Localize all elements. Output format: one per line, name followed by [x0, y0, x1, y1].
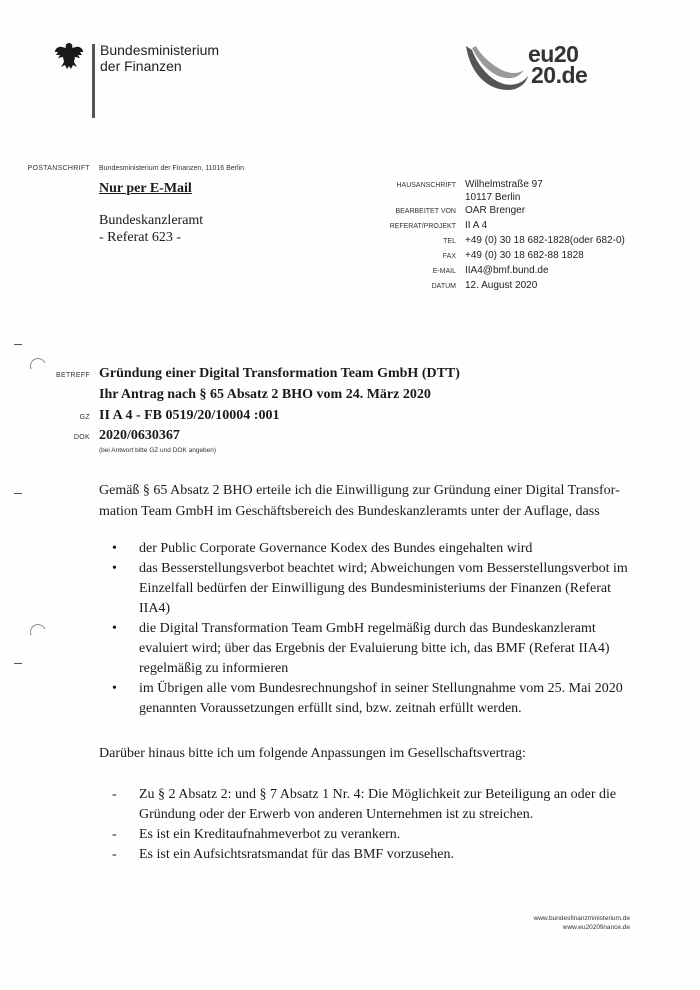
tel-label: TEL	[443, 238, 456, 245]
recipient-line-2: - Referat 623 -	[99, 230, 182, 245]
footer-url-2: www.eu2020finance.de	[562, 924, 630, 931]
tel-value: +49 (0) 30 18 682-1828(oder 682-0)	[465, 235, 625, 246]
recipient-line-1: Bundeskanzleramt	[99, 213, 204, 228]
hausanschrift-street: Wilhelmstraße 97	[465, 179, 543, 190]
fold-mark	[14, 663, 22, 664]
datum-value: 12. August 2020	[465, 280, 538, 291]
condition-text: der Public Corporate Governance Kodex des Bundes eingehalten wird	[139, 541, 533, 556]
adjustment-text: Zu § 2 Absatz 2: und § 7 Absatz 1 Nr. 4: Die Möglichkeit zur Beteiligung an oder die Gründung oder der Erwerb von anderen Unternehmen ist zu streichen.	[139, 787, 617, 822]
betreff-line-2: Ihr Antrag nach § 65 Absatz 2 BHO vom 24. März 2020	[99, 387, 431, 402]
ministry-line-1: Bundesministerium	[100, 42, 220, 58]
adjustments-list	[112, 785, 637, 865]
hausanschrift-city: 10117 Berlin	[465, 192, 521, 203]
intro-line-2: mation Team GmbH im Geschäftsbereich des Bundeskanzleramts unter der Auflage, dass	[99, 504, 600, 519]
delivery-note: Nur per E-Mail	[99, 181, 192, 196]
fold-mark	[14, 493, 22, 494]
adjustments-intro: Darüber hinaus bitte ich um folgende Anpassungen im Gesellschaftsvertrag:	[99, 746, 526, 761]
list-item	[112, 619, 637, 679]
info-labels	[340, 178, 456, 294]
hausanschrift-label: HAUSANSCHRIFT	[396, 182, 456, 189]
spacer	[340, 193, 456, 204]
eu2020-line-1: eu20	[528, 41, 579, 67]
referat-value: II A 4	[465, 220, 488, 231]
eu2020-logo-swoosh-icon	[462, 40, 532, 96]
list-item	[112, 785, 637, 825]
bullet-glyph: •	[112, 681, 117, 696]
dok-label: DOK	[73, 434, 90, 441]
recipient-address	[99, 212, 203, 246]
info-values	[465, 177, 625, 293]
gz-label: GZ	[79, 414, 90, 421]
fax-value: +49 (0) 30 18 682-88 1828	[465, 250, 584, 261]
list-item	[112, 539, 637, 559]
list-item	[112, 559, 637, 619]
intro-line-1: Gemäß § 65 Absatz 2 BHO erteile ich die Einwilligung zur Gründung einer Digital Transfor-	[99, 483, 620, 498]
dok-value: 2020/0630367	[99, 428, 180, 443]
adjustment-text: Es ist ein Kreditaufnahmeverbot zu verankern.	[139, 827, 401, 842]
referat-label: REFERAT/PROJEKT	[389, 223, 456, 230]
federal-eagle-icon	[52, 40, 86, 74]
adjustment-text: Es ist ein Aufsichtsratsmandat für das BMF vorzusehen.	[139, 847, 454, 862]
dash-glyph: -	[112, 787, 117, 802]
bearbeitet-value: OAR Brenger	[465, 205, 526, 216]
dash-glyph: -	[112, 847, 117, 862]
email-label: E-MAIL	[432, 268, 456, 275]
intro-paragraph	[99, 480, 634, 522]
email-value: IIA4@bmf.bund.de	[465, 265, 549, 276]
gz-value: II A 4 - FB 0519/20/10004 :001	[99, 408, 280, 423]
list-item	[112, 825, 637, 845]
bearbeitet-label: BEARBEITET VON	[395, 208, 456, 215]
bullet-glyph: •	[112, 621, 117, 636]
list-item	[112, 679, 637, 719]
letterhead-divider	[92, 44, 95, 118]
eu2020-line-2: 20.de	[531, 62, 588, 88]
ministry-line-2: der Finanzen	[100, 58, 182, 74]
postanschrift-text: Bundesministerium der Finanzen, 11016 Berlin	[99, 165, 245, 172]
datum-label: DATUM	[431, 283, 456, 290]
condition-text: die Digital Transformation Team GmbH regelmäßig durch das Bundeskanzleramt evaluiert wird; über das Ergebnis der Evaluierung bitte ich, das BMF (Referat IIA4) regelmäßig zu informieren	[139, 621, 610, 676]
reference-hint: (bei Antwort bitte GZ und DOK angeben)	[99, 447, 217, 454]
bullet-glyph: •	[112, 561, 117, 576]
betreff-line-1: Gründung einer Digital Transformation Team GmbH (DTT)	[99, 366, 460, 381]
dash-glyph: -	[112, 827, 117, 842]
condition-text: das Besserstellungsverbot beachtet wird; Abweichungen vom Besserstellungsverbot im Einzelfall bedürfen der Einwilligung des Bundesministeriums der Finanzen (Referat IIA4)	[139, 561, 628, 616]
betreff-label: BETREFF	[56, 372, 90, 379]
footer-links	[480, 914, 630, 932]
eu2020-logo-text	[528, 41, 588, 88]
punch-hole-mark	[28, 622, 49, 643]
postanschrift-label: POSTANSCHRIFT	[27, 165, 90, 172]
bullet-glyph: •	[112, 541, 117, 556]
ministry-name	[100, 42, 219, 74]
fold-mark	[14, 344, 22, 345]
conditions-list	[112, 539, 637, 719]
list-item	[112, 845, 637, 865]
fax-label: FAX	[442, 253, 456, 260]
footer-url-1: www.bundesfinanzministerium.de	[533, 915, 630, 922]
condition-text: im Übrigen alle vom Bundesrechnungshof in seiner Stellungnahme vom 25. Mai 2020 genannten Voraussetzungen erfüllt sind, bzw. zeitnah erfüllt werden.	[139, 681, 623, 716]
